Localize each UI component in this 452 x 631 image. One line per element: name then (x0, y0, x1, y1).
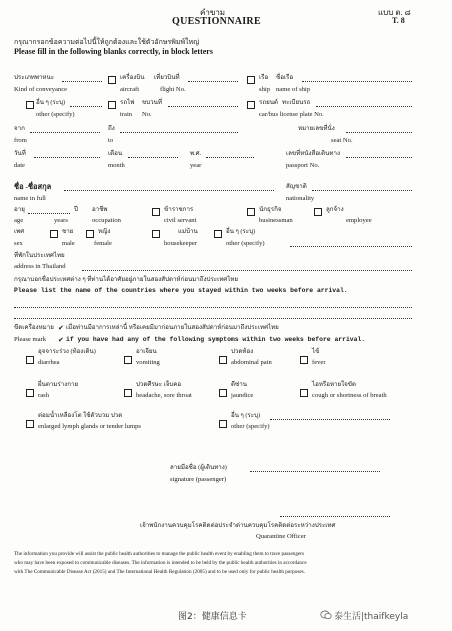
years-label: years (54, 217, 68, 224)
train-number-field[interactable] (168, 106, 238, 107)
to-label-thai: ถึง (108, 125, 115, 132)
symptom-label: rash (38, 392, 49, 399)
nationality-label-thai: สัญชาติ (286, 183, 307, 190)
symptom-label: abdominal pain (231, 359, 272, 366)
symptom-label: vomiting (136, 359, 160, 366)
symptoms-mark-label: Please mark (14, 336, 47, 343)
year-label: year (190, 162, 202, 169)
symptom-other-field[interactable] (270, 419, 390, 420)
symptom-label: fever (312, 359, 326, 366)
conveyance-label: Kind of conveyance (14, 86, 68, 93)
aircraft-label: aircraft (120, 86, 140, 93)
businessman-label: businessman (259, 217, 293, 224)
from-label-thai: จาก (14, 125, 25, 132)
conveyance-label-thai: ประเภทพาหนะ (14, 74, 55, 81)
sex-label: sex (14, 240, 23, 247)
month-label: month (108, 162, 125, 169)
occupation-label-thai: อาชีพ (92, 206, 108, 213)
plate-label-thai: ทะเบียนรถ (282, 99, 311, 106)
ship-name-field[interactable] (302, 81, 412, 82)
train-label-thai: รถไฟ (120, 99, 135, 106)
flight-label: flight No. (160, 86, 186, 93)
passport-label: passport No. (286, 162, 320, 169)
countries-label: Please list the name of the countries where you stayed within two weeks before arrival. (14, 287, 348, 294)
date-label: date (14, 162, 25, 169)
footer-note-line-1: The information you provide will assist the public health authorities to manage the public health event by enabling them to trace passengers (14, 551, 304, 557)
signature-label-thai: ลายมือชื่อ (ผู้เดินทาง) (170, 464, 227, 471)
businessman-checkbox[interactable] (247, 208, 255, 216)
date-field[interactable] (34, 157, 100, 158)
nationality-field[interactable] (312, 190, 412, 191)
countries-label-thai: กรุณาบอกชื่อประเทศต่าง ๆ ที่ท่านได้อาศัยอยู่ภายในสองสัปดาห์ก่อนมาถึงประเทศไทย (14, 276, 239, 283)
seat-label-thai: หมายเลขที่นั่ง (298, 125, 335, 132)
symptom-thai: ไอหรือหายใจขัด (312, 381, 357, 388)
car-label-thai: รถยนต์ (259, 99, 278, 106)
years-label-thai: ปี (74, 206, 78, 213)
vomiting-checkbox[interactable] (124, 356, 132, 364)
wechat-icon (320, 610, 332, 620)
nationality-label: nationality (286, 195, 315, 202)
aircraft-label-thai: เครื่องบิน (120, 74, 145, 81)
symptom-label: jaundice (231, 392, 254, 399)
rash-checkbox[interactable] (26, 389, 34, 397)
employee-label-thai: ลูกจ้าง (326, 206, 344, 213)
symptom-label: headache, sore throat (136, 392, 192, 399)
other-conveyance-checkbox[interactable] (26, 101, 34, 109)
age-label: age (14, 217, 24, 224)
flight-field[interactable] (188, 81, 238, 82)
age-label-thai: อายุ (14, 206, 25, 213)
to-label: to (108, 137, 114, 144)
symptoms-instruction-thai: เมื่อท่านมีอาการเหล่านี้ หรือเคยมีมาก่อนภายในสองสัปดาห์ก่อนมาถึงประเทศไทย (66, 324, 279, 331)
symptom-other-checkbox[interactable] (219, 420, 227, 428)
officer-label: Quarantine Officer (256, 533, 306, 540)
passport-field[interactable] (346, 157, 412, 158)
civil-servant-label-thai: ข้าราชการ (164, 206, 194, 213)
age-field[interactable] (28, 213, 70, 214)
symptom-thai: อุจจาระร่วง (ท้องเดิน) (38, 348, 96, 355)
year-field[interactable] (206, 157, 254, 158)
occupation-other-checkbox[interactable] (214, 230, 222, 238)
name-label-thai: ชื่อ -ชื่อสกุล (14, 182, 52, 191)
headache-checkbox[interactable] (124, 389, 132, 397)
address-label-thai: ที่พักในประเทศไทย (14, 252, 65, 259)
fever-checkbox[interactable] (300, 356, 308, 364)
date-label-thai: วันที่ (14, 150, 26, 157)
symptom-thai: อาเจียน (136, 348, 157, 355)
male-label: male (62, 240, 75, 247)
address-field[interactable] (82, 270, 412, 271)
form-number: T. 8 (392, 16, 405, 25)
employee-checkbox[interactable] (314, 208, 322, 216)
symptoms-mark-label-thai: ขีดเครื่องหมาย (14, 324, 54, 331)
seat-field[interactable] (346, 132, 412, 133)
symptom-thai: ปวดศีรษะ เจ็บคอ (136, 381, 182, 388)
car-checkbox[interactable] (247, 101, 255, 109)
shipname-label: name of ship (276, 86, 311, 93)
civil-servant-label: civil servant (164, 217, 197, 224)
symptom-label: other (specify) (231, 423, 270, 430)
businessman-label-thai: นักธุรกิจ (259, 206, 282, 213)
form-number-thai: แบบ ต. ๘ (378, 8, 411, 17)
symptom-thai: ดีซ่าน (231, 381, 247, 388)
symptom-thai: ต่อมน้ำเหลืองโต ใช้ตัวบวม ปวด (38, 412, 123, 419)
countries-field-line-2[interactable] (14, 318, 412, 319)
check-mark-icon: ✔ (58, 324, 64, 332)
symptom-thai: ผื่นตามร่างกาย (38, 381, 79, 388)
female-checkbox[interactable] (86, 230, 94, 238)
occupation-label: occupation (92, 217, 121, 224)
title-thai: คำขาม (200, 8, 226, 17)
from-label: from (14, 137, 27, 144)
passport-label-thai: เลขที่หนังสือเดินทาง (286, 150, 340, 157)
shipname-label-thai: ชื่อเรือ (276, 74, 294, 81)
symptom-thai: ปวดท้อง (231, 348, 254, 355)
signature-label: signature (passenger) (170, 476, 227, 483)
watermark: 泰生活|thaifkeyla (334, 612, 409, 622)
lymph-checkbox[interactable] (26, 420, 34, 428)
trainno-label-thai: ขบวนที่ (142, 99, 162, 106)
housekeeper-label-thai: แม่บ้าน (178, 228, 198, 235)
name-field[interactable] (64, 190, 274, 191)
month-field[interactable] (128, 157, 178, 158)
ship-label: ship (259, 86, 270, 93)
footer-note-line-3: with The Communicable Disease Act (2015) and The International Health Regulation (2005) and to be used only for public health purposes. (14, 569, 305, 575)
other-conveyance-label: other (specify) (36, 111, 75, 118)
occupation-other-label-thai: อื่น ๆ (ระบุ) (226, 228, 256, 235)
name-label: name in full (14, 195, 46, 202)
sex-label-thai: เพศ (14, 228, 25, 235)
symptom-label: cough or shortness of breath (312, 392, 387, 399)
symptom-thai: ไข้ (312, 348, 320, 355)
address-label: address in Thailand (14, 263, 66, 270)
month-label-thai: เดือน (108, 150, 123, 157)
cough-checkbox[interactable] (300, 389, 308, 397)
trainno-label: No. (142, 111, 152, 118)
countries-field-line-1[interactable] (14, 307, 412, 308)
female-label: female (94, 240, 112, 247)
female-label-thai: หญิง (98, 228, 111, 235)
train-label: train (120, 111, 133, 118)
housekeeper-label: housekeeper (164, 240, 197, 247)
symptom-label: diarrhea (38, 359, 60, 366)
train-checkbox[interactable] (108, 101, 116, 109)
other-conveyance-label-thai: อื่น ๆ (ระบุ) (36, 99, 66, 106)
ship-checkbox[interactable] (247, 76, 255, 84)
male-label-thai: ชาย (62, 228, 74, 235)
occupation-other-field[interactable] (290, 246, 412, 247)
symptoms-instruction: if you have had any of the following symptoms within two weeks before arrival. (66, 336, 366, 343)
male-checkbox[interactable] (50, 230, 58, 238)
housekeeper-checkbox[interactable] (152, 230, 160, 238)
abdominal-pain-checkbox[interactable] (219, 356, 227, 364)
flight-label-thai: เที่ยวบินที่ (154, 74, 180, 81)
figure-caption: 图2：健康信息卡 (178, 612, 247, 622)
footer-note-line-2: who may have been exposed to communicable diseases. The information is intended to be held by the public health authorities in accordance (14, 560, 307, 566)
from-field[interactable] (30, 132, 100, 133)
aircraft-checkbox[interactable] (108, 76, 116, 84)
employee-label: employee (346, 217, 372, 224)
year-label-thai: พ.ศ. (190, 150, 202, 157)
officer-label-thai: เจ้าพนักงานควบคุมโรคติดต่อประจำด่านควบคุมโรคติดต่อระหว่างประเทศ (140, 522, 336, 529)
signature-field[interactable] (250, 471, 380, 472)
officer-signature-field[interactable] (280, 516, 390, 517)
to-field[interactable] (120, 132, 238, 133)
instructions-thai: กรุณากรอกข้อความต่อไปนี้ให้ถูกต้องและใช้ตัวอักษรพิมพ์ใหญ่ (14, 38, 200, 46)
check-mark-icon: ✔ (58, 336, 64, 344)
diarrhea-checkbox[interactable] (26, 356, 34, 364)
instructions: Please fill in the following blanks correctly, in block letters (14, 47, 213, 56)
form-title: QUESTIONNAIRE (172, 16, 261, 27)
ship-label-thai: เรือ (259, 74, 269, 81)
symptom-label: enlarged lymph glands or tender lumps (38, 423, 141, 430)
occupation-other-label: other (specify) (226, 240, 265, 247)
car-label: car/bus license plate No. (259, 111, 324, 118)
jaundice-checkbox[interactable] (219, 389, 227, 397)
seat-label: seat No. (331, 137, 353, 144)
civil-servant-checkbox[interactable] (152, 208, 160, 216)
symptom-thai: อื่น ๆ (ระบุ) (231, 412, 261, 419)
other-conveyance-field[interactable] (70, 106, 102, 107)
plate-field[interactable] (316, 106, 412, 107)
